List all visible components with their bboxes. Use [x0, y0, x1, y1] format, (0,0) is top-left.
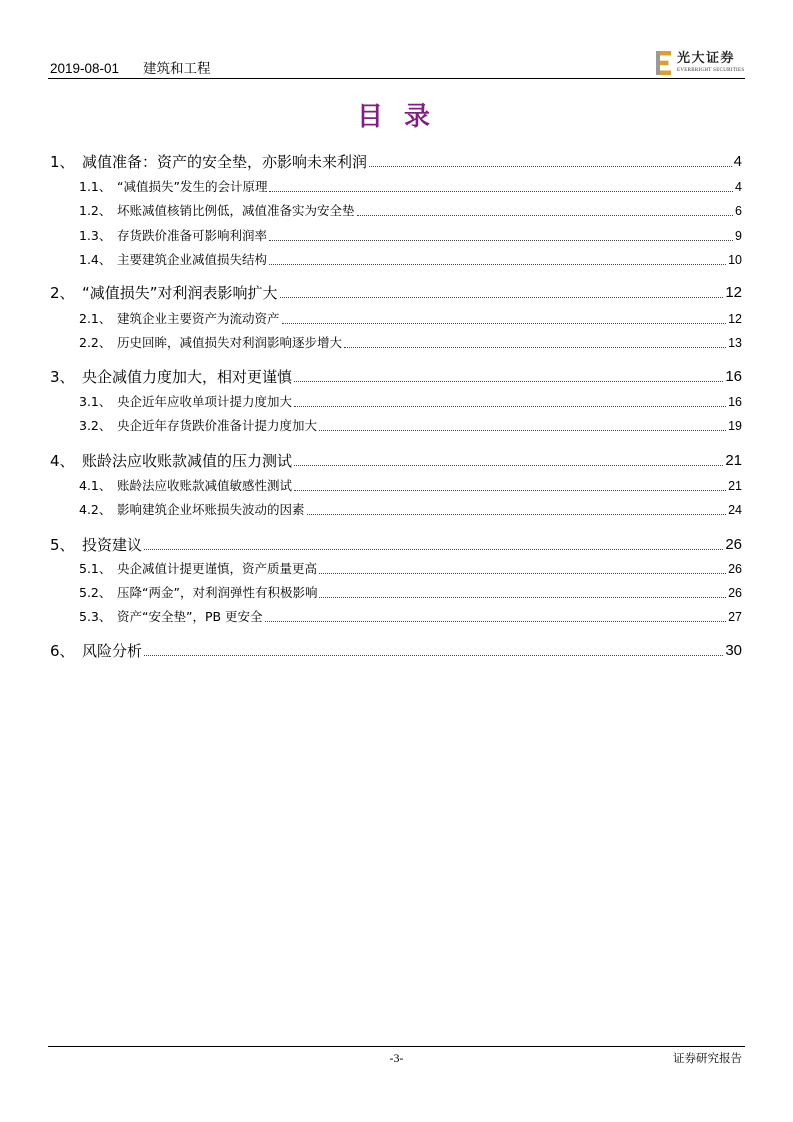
toc-entry-5-1[interactable]: [79, 559, 742, 579]
toc-entry-page: 21: [728, 479, 742, 493]
toc-entry-page: 19: [728, 419, 742, 433]
dot-leader: [307, 514, 727, 515]
toc-entry-3-1[interactable]: [79, 392, 742, 412]
footer-rule: [48, 1046, 745, 1047]
toc-entry-title: “减值损失”对利润表影响扩大: [82, 284, 278, 302]
toc-entry-title: 影响建筑企业坏账损失波动的因素: [117, 502, 305, 517]
toc-entry-2[interactable]: [50, 283, 742, 303]
toc-entry-3-2[interactable]: [79, 416, 742, 436]
dot-leader: [319, 597, 726, 598]
toc-entry-1-2[interactable]: [79, 201, 742, 221]
toc-entry-page: 16: [725, 368, 742, 385]
toc-entry-2-2[interactable]: [79, 333, 742, 353]
toc-entry-number: 6、: [50, 642, 75, 660]
toc-entry-page: 4: [735, 180, 742, 194]
toc-entry-title: 央企近年应收单项计提力度加大: [117, 394, 293, 409]
dot-leader: [319, 573, 726, 574]
toc-entry-number: 1.3、: [79, 228, 112, 243]
toc-entry-4-1[interactable]: [79, 476, 742, 496]
company-logo: [656, 50, 746, 77]
dot-leader: [265, 621, 727, 622]
toc-entry-page: 16: [728, 395, 742, 409]
report-date: 2019-08-01: [50, 61, 120, 76]
toc-entry-1-3[interactable]: [79, 226, 742, 246]
dot-leader: [269, 264, 726, 265]
report-sector: 建筑和工程: [143, 61, 211, 76]
toc-entry-title: 投资建议: [82, 536, 143, 554]
toc-entry-number: 4.1、: [79, 478, 112, 493]
toc-entry-number: 1、: [50, 153, 75, 171]
toc-entry-title: 压降“两金”，对利润弹性有积极影响: [117, 585, 318, 600]
toc-entry-title: 央企减值力度加大，相对更谨慎: [82, 368, 293, 386]
toc-entry-number: 1.1、: [79, 179, 112, 194]
toc-title: 目 录: [356, 102, 437, 132]
toc-entry-number: 2.1、: [79, 311, 112, 326]
toc-entry-title: 央企近年存货跌价准备计提力度加大: [117, 418, 318, 433]
toc-entry-page: 12: [728, 312, 742, 326]
toc-entry-number: 3、: [50, 368, 75, 386]
page-number: -3-: [389, 1051, 404, 1065]
dot-leader: [294, 406, 726, 407]
toc-entry-page: 13: [728, 336, 742, 350]
toc-entry-number: 4、: [50, 452, 75, 470]
dot-leader: [294, 465, 723, 466]
dot-leader: [144, 549, 723, 550]
toc-entry-number: 1.2、: [79, 203, 112, 218]
toc-entry-title: 资产“安全垫”，PB 更安全: [117, 609, 263, 624]
toc-entry-page: 27: [728, 610, 742, 624]
toc-entry-4[interactable]: [50, 451, 742, 471]
dot-leader: [294, 490, 726, 491]
dot-leader: [282, 323, 727, 324]
toc-entry-page: 30: [725, 642, 742, 659]
toc-entry-number: 5、: [50, 536, 75, 554]
toc-entry-title: 主要建筑企业减值损失结构: [117, 252, 268, 267]
toc-entry-5-2[interactable]: [79, 583, 742, 603]
toc-entry-title: 历史回眸，减值损失对利润影响逐步增大: [117, 335, 343, 350]
toc-entry-number: 2.2、: [79, 335, 112, 350]
toc-entry-number: 3.2、: [79, 418, 112, 433]
toc-entry-number: 3.1、: [79, 394, 112, 409]
header-rule: [48, 78, 745, 79]
dot-leader: [294, 381, 723, 382]
toc-entry-page: 6: [735, 204, 742, 218]
dot-leader: [269, 240, 733, 241]
toc-entry-title: 风险分析: [82, 642, 143, 660]
toc-entry-4-2[interactable]: [79, 500, 742, 520]
toc-entry-title: “减值损失”发生的会计原理: [117, 179, 268, 194]
logo-icon: [656, 51, 674, 75]
toc-entry-number: 5.3、: [79, 609, 112, 624]
toc-entry-page: 21: [725, 452, 742, 469]
toc-entry-page: 10: [728, 253, 742, 267]
toc-entry-page: 12: [725, 284, 742, 301]
toc-entry-title: 建筑企业主要资产为流动资产: [117, 311, 280, 326]
toc-entry-number: 5.2、: [79, 585, 112, 600]
toc-entry-3[interactable]: [50, 367, 742, 387]
dot-leader: [144, 655, 723, 656]
logo-english-name: EVERBRIGHT SECURITIES: [677, 68, 745, 73]
toc-entry-number: 1.4、: [79, 252, 112, 267]
toc-entry-1-4[interactable]: [79, 250, 742, 270]
toc-entry-6[interactable]: [50, 641, 742, 661]
toc-entry-1[interactable]: [50, 152, 742, 172]
toc-entry-5-3[interactable]: [79, 607, 742, 627]
toc-entry-number: 2、: [50, 284, 75, 302]
dot-leader: [344, 347, 726, 348]
dot-leader: [369, 166, 732, 167]
toc-entry-5[interactable]: [50, 535, 742, 555]
toc-entry-page: 24: [728, 503, 742, 517]
footer-label: 证券研究报告: [673, 1051, 742, 1065]
toc-entry-page: 26: [728, 586, 742, 600]
toc-entry-number: 4.2、: [79, 502, 112, 517]
toc-entry-title: 账龄法应收账款减值敏感性测试: [117, 478, 293, 493]
dot-leader: [280, 297, 724, 298]
toc-entry-title: 账龄法应收账款减值的压力测试: [82, 452, 293, 470]
dot-leader: [269, 191, 733, 192]
toc-entry-title: 存货跌价准备可影响利润率: [117, 228, 268, 243]
dot-leader: [319, 430, 726, 431]
toc-entry-page: 4: [733, 153, 742, 170]
toc-entry-page: 9: [735, 229, 742, 243]
toc-entry-2-1[interactable]: [79, 309, 742, 329]
dot-leader: [357, 215, 734, 216]
toc-entry-title: 减值准备：资产的安全垫，亦影响未来利润: [82, 153, 368, 171]
logo-name: 光大证券: [677, 51, 736, 66]
toc-entry-number: 5.1、: [79, 561, 112, 576]
toc-entry-title: 央企减值计提更谨慎，资产质量更高: [117, 561, 318, 576]
toc-entry-1-1[interactable]: [79, 177, 742, 197]
toc-entry-page: 26: [725, 536, 742, 553]
toc-entry-title: 坏账减值核销比例低，减值准备实为安全垫: [117, 203, 355, 218]
toc-entry-page: 26: [728, 562, 742, 576]
